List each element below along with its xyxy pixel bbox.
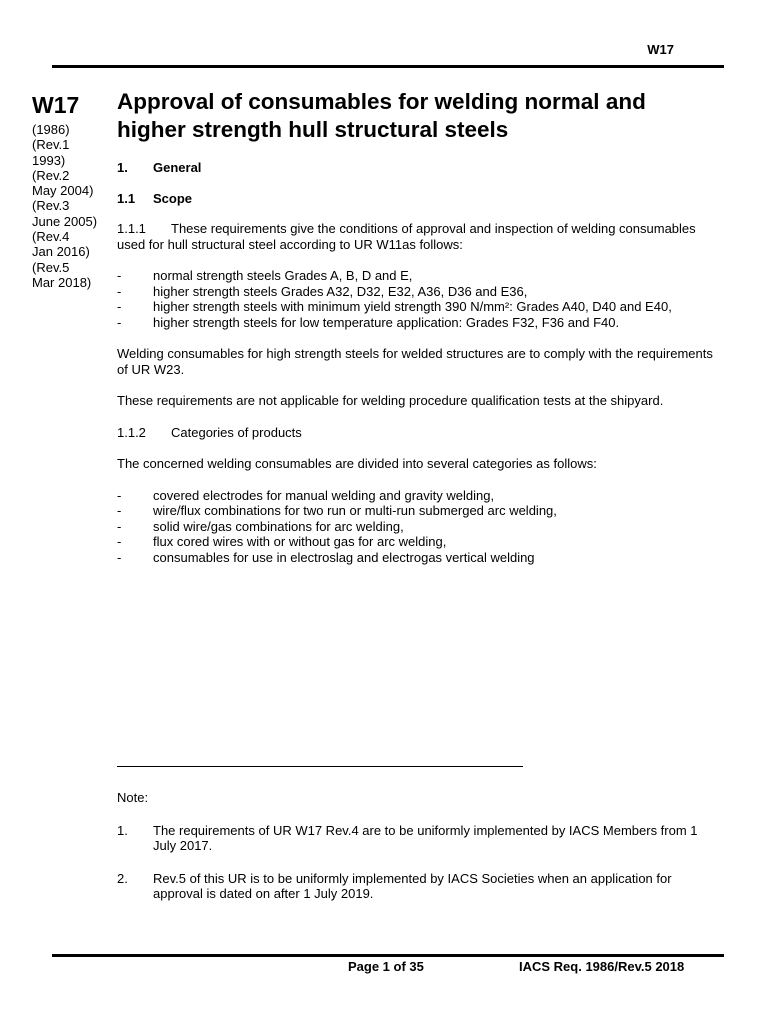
list-item (117, 519, 717, 535)
page-title: Approval of consumables for welding normal and higher strength hull structural steels (117, 89, 646, 142)
list-item-text: covered electrodes for manual welding and gravity welding, (153, 487, 495, 503)
note-text: The requirements of UR W17 Rev.4 are to be uniformly implemented by IACS Members from 1 July 2017. (153, 822, 698, 853)
revision-line: (Rev.1 (32, 137, 70, 153)
steel-grades-list (117, 268, 717, 330)
clause-number: 1.1.1 (117, 221, 146, 236)
list-item (117, 268, 717, 284)
bullet-dash: - (117, 549, 122, 565)
document-body (117, 88, 717, 565)
header-code: W17 (647, 42, 674, 57)
paragraph-not-applicable: These requirements are not applicable for welding procedure qualification tests at the shipyard. (117, 393, 664, 408)
list-item (117, 299, 717, 315)
bullet-dash: - (117, 518, 122, 534)
list-item-text: higher strength steels Grades A32, D32, E32, A36, D36 and E36, (153, 283, 528, 299)
bullet-dash: - (117, 314, 122, 330)
page-number: Page 1 of 35 (348, 959, 424, 974)
section-heading-scope (117, 191, 717, 207)
note-number: 2. (117, 870, 128, 886)
bullet-dash: - (117, 268, 122, 283)
list-item-text: solid wire/gas combinations for arc welding, (153, 518, 404, 534)
clause-text: Categories of products (171, 424, 302, 440)
notes-list (117, 823, 717, 902)
revision-line: Jan 2016) (32, 244, 90, 260)
revision-line: (1986) (32, 122, 70, 137)
list-item-text: wire/flux combinations for two run or multi-run submerged arc welding, (153, 503, 557, 518)
revision-line: June 2005) (32, 213, 98, 229)
clause-text: These requirements give the conditions of approval and inspection of welding consumables used for hull structural steel according to UR W11as follows: (117, 221, 696, 252)
requirement-reference: IACS Req. 1986/Rev.5 2018 (519, 959, 685, 974)
notes-section (117, 790, 717, 902)
revision-line: 1993) (32, 152, 66, 168)
revision-line: (Rev.2 (32, 167, 70, 183)
bullet-dash: - (117, 299, 122, 314)
list-item-text: consumables for use in electroslag and electrogas vertical welding (153, 549, 535, 565)
list-item-text: flux cored wires with or without gas for arc welding, (153, 534, 447, 549)
section-number: 1. (117, 160, 128, 175)
list-item (117, 488, 717, 504)
list-item-text: higher strength steels with minimum yield strength 390 N/mm²: Grades A40, D40 and E40, (153, 299, 672, 314)
list-item (117, 534, 717, 550)
notes-label: Note: (117, 790, 149, 805)
list-item-text: normal strength steels Grades A, B, D and E, (153, 268, 413, 283)
list-item (117, 503, 717, 519)
paragraph-1-1-1 (117, 221, 717, 252)
section-number: 1.1 (117, 190, 136, 206)
note-text: Rev.5 of this UR is to be uniformly implemented by IACS Societies when an application for approval is dated on after 1 July 2019. (153, 870, 672, 901)
revision-line: (Rev.4 (32, 229, 70, 245)
footer-rule (52, 954, 724, 957)
bullet-dash: - (117, 283, 122, 299)
footnote-rule (117, 766, 523, 767)
section-title: Scope (153, 190, 193, 206)
revision-line: (Rev.3 (32, 198, 70, 214)
list-item (117, 550, 717, 566)
note-item (117, 823, 717, 854)
list-item (117, 315, 717, 331)
revision-line: (Rev.5 (32, 259, 70, 275)
paragraph-w23: Welding consumables for high strength steels for welded structures are to comply with the requirements of UR W23. (117, 346, 713, 377)
list-item-text: higher strength steels for low temperature application: Grades F32, F36 and F40. (153, 314, 620, 330)
clause-number: 1.1.2 (117, 424, 146, 440)
list-item (117, 284, 717, 300)
sidebar-code: W17 (32, 92, 80, 118)
section-title: General (153, 160, 202, 175)
header-rule (52, 65, 724, 68)
revision-line: Mar 2018) (32, 274, 92, 290)
sidebar (32, 92, 116, 290)
bullet-dash: - (117, 503, 122, 518)
note-number: 1. (117, 822, 128, 838)
note-item (117, 871, 717, 902)
bullet-dash: - (117, 487, 122, 503)
revision-line: May 2004) (32, 183, 94, 199)
consumables-list (117, 488, 717, 566)
paragraph-categories: The concerned welding consumables are divided into several categories as follows: (117, 456, 597, 471)
paragraph-1-1-2 (117, 425, 717, 441)
bullet-dash: - (117, 534, 122, 549)
section-heading-general (117, 160, 717, 176)
